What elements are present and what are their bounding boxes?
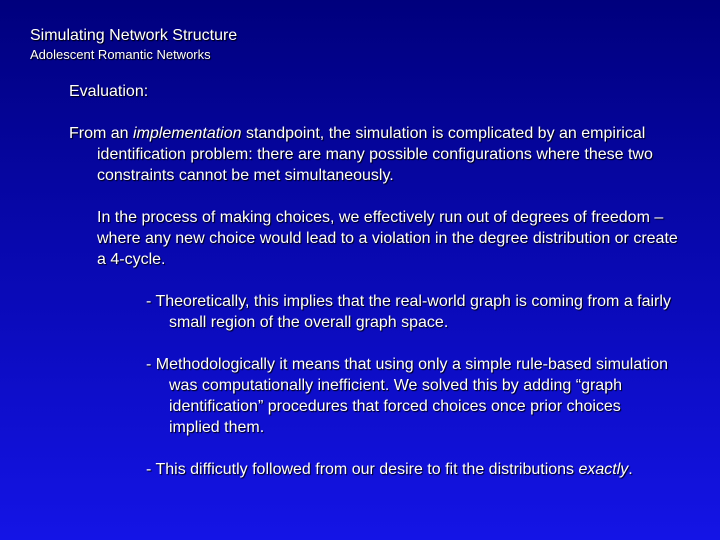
slide-subtitle: Adolescent Romantic Networks — [30, 47, 211, 62]
paragraph-implementation — [69, 123, 689, 186]
emphasis-implementation: implementation — [133, 125, 242, 142]
paragraph-degrees-of-freedom: In the process of making choices, we effectively run out of degrees of freedom – where any new choice would lead to a violation in the degree distribution or create a 4-cycle. — [97, 209, 678, 268]
bullet-methodologically: - Methodologically it means that using only a simple rule-based simulation was computationally inefficient. We solved this by adding “graph identification” procedures that forced choices once prior choices implied them. — [146, 356, 669, 436]
slide-title: Simulating Network Structure — [30, 27, 238, 44]
bullet-theoretically: - Theoretically, this implies that the real-world graph is coming from a fairly small region of the overall graph space. — [146, 293, 671, 331]
bullet-text: - This difficutly followed from our desire to fit the distributions — [146, 461, 579, 478]
section-heading: Evaluation: — [69, 83, 149, 100]
paragraph-text: standpoint, the simulation is complicated by an empirical identification problem: there are many possible configurations where these two constraints cannot be met simultaneously. — [97, 125, 653, 184]
emphasis-exactly: exactly — [578, 461, 629, 478]
slide-body — [69, 81, 689, 480]
bullet-end: . — [628, 461, 633, 478]
bullet-difficulty — [146, 459, 674, 480]
paragraph-text: From an — [69, 125, 134, 142]
